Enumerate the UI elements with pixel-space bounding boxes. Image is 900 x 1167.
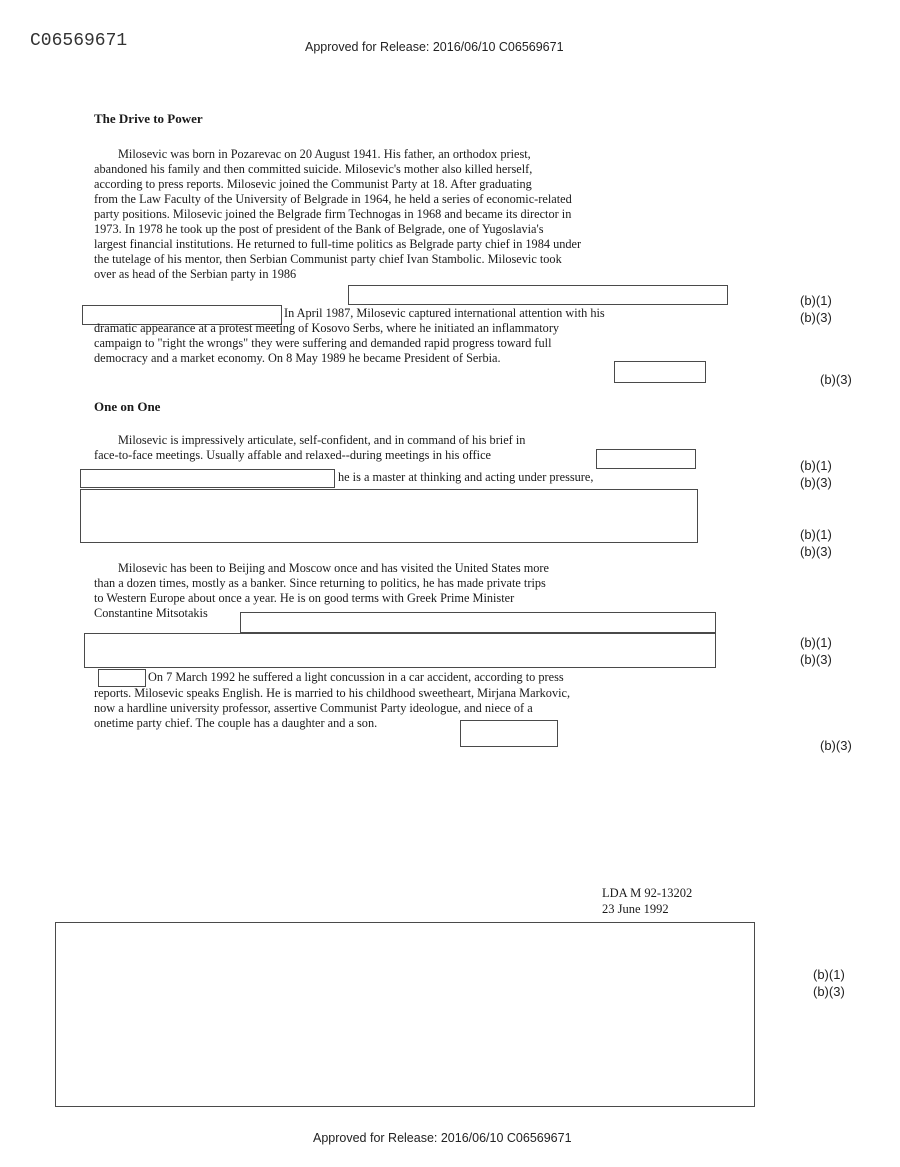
paragraph-line: 1973. In 1978 he took up the post of president of the Bank of Belgrade, one of Yugoslavia's <box>94 222 544 236</box>
paragraph-line: from the Law Faculty of the University of Belgrade in 1964, he held a series of economic-related <box>94 192 572 206</box>
redaction-box-large <box>55 922 755 1107</box>
exemption-code: (b)(3) <box>800 475 832 490</box>
release-stamp-bottom: Approved for Release: 2016/06/10 C06569671 <box>313 1131 572 1145</box>
redaction-box <box>614 361 706 383</box>
paragraph-line: face-to-face meetings. Usually affable and relaxed--during meetings in his office <box>94 448 491 462</box>
section-heading-drive-to-power: The Drive to Power <box>94 111 203 126</box>
redaction-box <box>84 633 716 668</box>
exemption-code: (b)(3) <box>820 372 852 387</box>
redaction-box <box>98 669 146 687</box>
paragraph-line: he is a master at thinking and acting under pressure, <box>338 470 594 484</box>
paragraph-line: Milosevic is impressively articulate, self-confident, and in command of his brief in <box>118 433 526 447</box>
exemption-code: (b)(3) <box>800 544 832 559</box>
paragraph-line: campaign to "right the wrongs" they were suffering and demanded rapid progress toward full <box>94 336 552 350</box>
exemption-code: (b)(1) <box>800 635 832 650</box>
release-stamp-top: Approved for Release: 2016/06/10 C06569671 <box>305 40 564 54</box>
paragraph-line: Milosevic has been to Beijing and Moscow once and has visited the United States more <box>118 561 549 575</box>
exemption-code: (b)(3) <box>800 652 832 667</box>
paragraph-line: largest financial institutions. He returned to full-time politics as Belgrade party chief in 1984 under <box>94 237 582 251</box>
paragraph-line: On 7 March 1992 he suffered a light concussion in a car accident, according to press <box>148 670 564 684</box>
redaction-box <box>80 489 698 543</box>
memo-date: 23 June 1992 <box>602 902 669 916</box>
document-id: C06569671 <box>30 31 128 51</box>
paragraph-line: In April 1987, Milosevic captured international attention with his <box>284 306 605 320</box>
paragraph-line: reports. Milosevic speaks English. He is married to his childhood sweetheart, Mirjana Markovic, <box>94 686 571 700</box>
paragraph-line: democracy and a market economy. On 8 May 1989 he became President of Serbia. <box>94 351 501 365</box>
paragraph-line: party positions. Milosevic joined the Belgrade firm Technogas in 1968 and became its director in <box>94 207 572 221</box>
paragraph-line: now a hardline university professor, assertive Communist Party ideologue, and niece of a <box>94 701 533 715</box>
redaction-box <box>80 469 335 488</box>
paragraph-line: according to press reports. Milosevic joined the Communist Party at 18. After graduating <box>94 177 532 191</box>
paragraph-line: Milosevic was born in Pozarevac on 20 August 1941. His father, an orthodox priest, <box>118 147 531 161</box>
paragraph-line: over as head of the Serbian party in 1986 <box>94 267 297 281</box>
paragraph-line: than a dozen times, mostly as a banker. Since returning to politics, he has made private trips <box>94 576 546 590</box>
exemption-code: (b)(1) <box>800 293 832 308</box>
paragraph-line: dramatic appearance at a protest meeting of Kosovo Serbs, where he initiated an inflammatory <box>94 321 560 335</box>
exemption-code: (b)(3) <box>813 984 845 999</box>
redaction-box <box>460 720 558 747</box>
paragraph-line: the tutelage of his mentor, then Serbian Communist party chief Ivan Stambolic. Milosevic took <box>94 252 562 266</box>
section-heading-one-on-one: One on One <box>94 399 161 414</box>
exemption-code: (b)(1) <box>800 458 832 473</box>
paragraph-line: abandoned his family and then committed suicide. Milosevic's mother also killed herself, <box>94 162 533 176</box>
exemption-code: (b)(1) <box>813 967 845 982</box>
exemption-code: (b)(3) <box>820 738 852 753</box>
redaction-box <box>596 449 696 469</box>
exemption-code: (b)(1) <box>800 527 832 542</box>
paragraph-line: to Western Europe about once a year. He is on good terms with Greek Prime Minister <box>94 591 515 605</box>
memo-number: LDA M 92-13202 <box>602 886 693 900</box>
redaction-box <box>348 285 728 305</box>
exemption-code: (b)(3) <box>800 310 832 325</box>
paragraph-line: Constantine Mitsotakis <box>94 606 208 620</box>
redaction-box <box>240 612 716 633</box>
paragraph-line: onetime party chief. The couple has a daughter and a son. <box>94 716 378 730</box>
